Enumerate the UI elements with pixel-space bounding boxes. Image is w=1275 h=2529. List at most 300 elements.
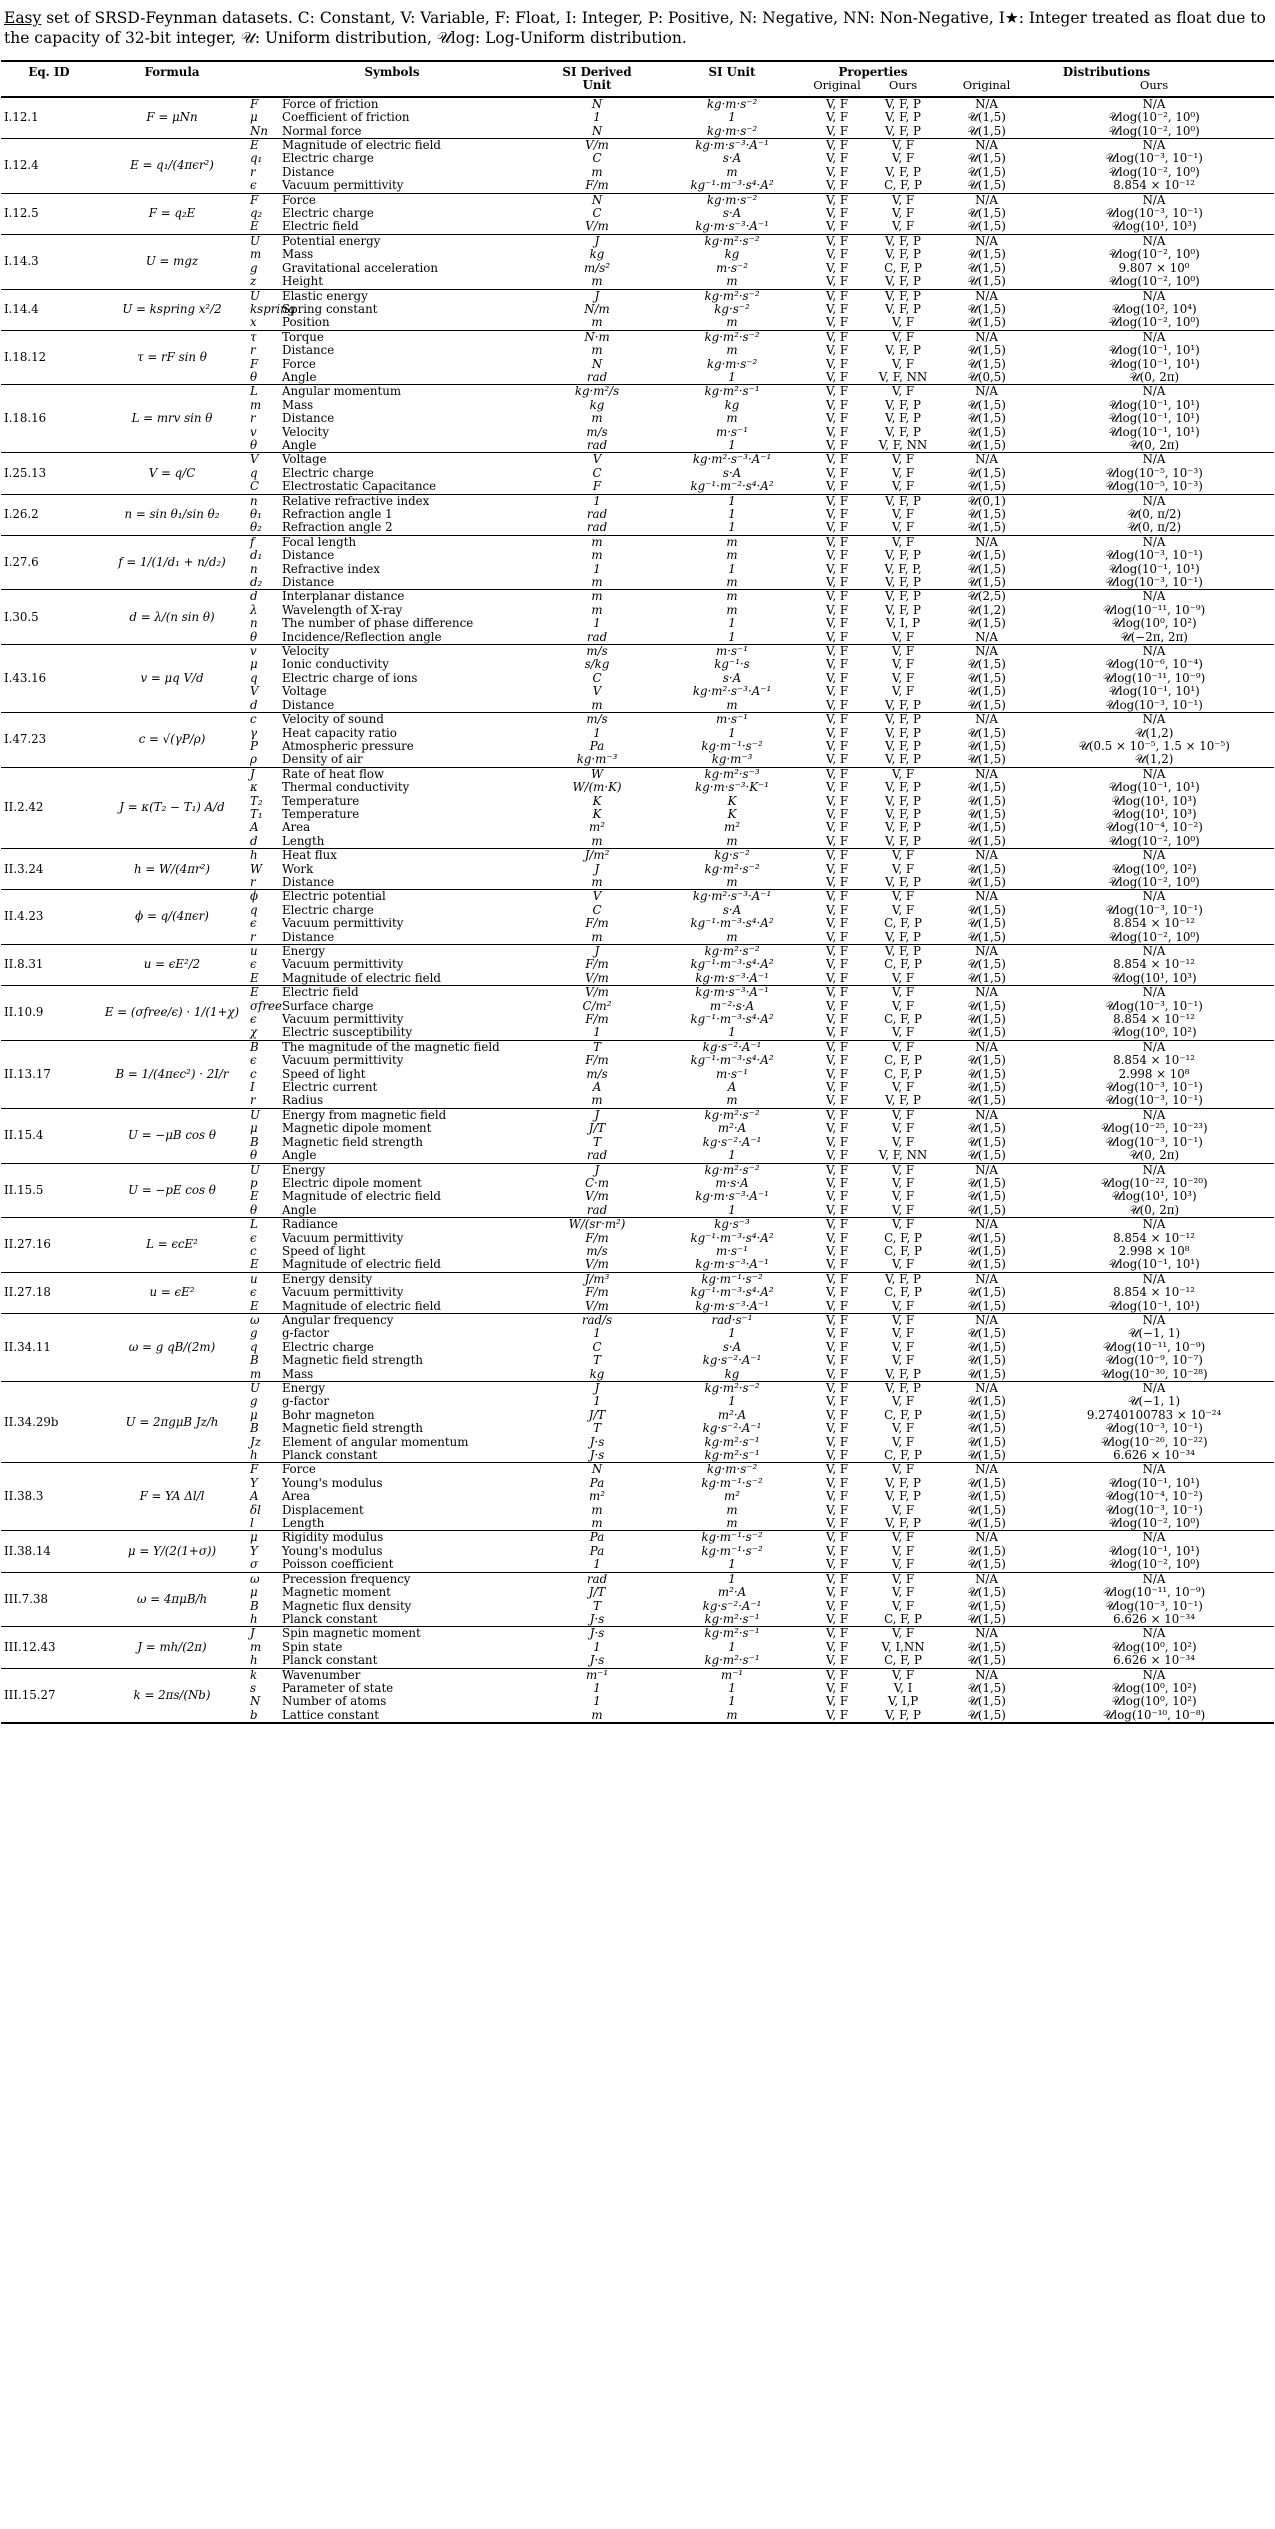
symbol: τ	[247, 330, 279, 344]
properties-original: V, F	[825, 1475, 849, 1490]
si-derived-unit: 1	[593, 1639, 601, 1654]
distribution-original: N/A	[939, 986, 1034, 1000]
distribution-ours: 2.998 × 10⁸	[1118, 1243, 1190, 1258]
si-derived-unit: F/m	[585, 1012, 609, 1027]
symbol: F	[247, 1463, 279, 1477]
properties-ours: V, F	[867, 1531, 939, 1545]
si-unit: m	[726, 164, 738, 179]
distribution-ours: 𝒰log(10⁻²⁶, 10⁻²²)	[1100, 1434, 1208, 1449]
distribution-ours: N/A	[1034, 385, 1274, 399]
si-unit: kg·m⁻¹·s⁻²	[701, 738, 763, 753]
eq-id: II.4.23	[1, 890, 97, 945]
properties-original: V, F	[825, 1175, 849, 1190]
si-derived-unit: kg	[589, 397, 605, 412]
si-derived-unit: m	[537, 535, 657, 549]
symbol-description: Distance	[282, 164, 335, 179]
symbol-description: Angle	[282, 369, 317, 384]
symbol-description: Magnitude of electric field	[279, 139, 537, 153]
properties-ours: V, F	[867, 1313, 939, 1327]
symbol-description: Distance	[282, 874, 335, 889]
distribution-original: 𝒰(1,5)	[967, 970, 1006, 985]
properties-ours: V, F	[891, 629, 915, 644]
symbol-description: Speed of light	[282, 1243, 366, 1258]
eq-id: I.26.2	[1, 494, 97, 535]
si-derived-unit: kg	[589, 1366, 605, 1381]
properties-original: V, F	[825, 1189, 849, 1204]
symbol: ϵ	[250, 1285, 257, 1300]
symbol: ω	[247, 1313, 279, 1327]
properties-original: V, F	[825, 151, 849, 166]
formula: μ = Y/(2(1+σ))	[97, 1531, 247, 1572]
symbol: n	[250, 561, 258, 576]
properties-original: V, F	[807, 1272, 867, 1286]
distribution-ours: 𝒰log(10⁻¹, 10¹)	[1108, 1257, 1200, 1272]
si-unit: m·s⁻²	[716, 260, 748, 275]
distribution-ours: 𝒰log(10⁻¹¹, 10⁻⁹)	[1102, 1339, 1206, 1354]
distribution-original: 𝒰(1,5)	[967, 902, 1006, 917]
table-row	[1, 713, 1274, 727]
symbol-description: Spin state	[282, 1639, 343, 1654]
properties-ours: V, F	[867, 645, 939, 659]
distribution-original: 𝒰(1,5)	[967, 1475, 1006, 1490]
si-derived-unit: T	[593, 1353, 601, 1368]
properties-ours: V, F, P	[885, 929, 921, 944]
symbol: g	[250, 260, 258, 275]
properties-ours: V, F, P	[885, 123, 921, 138]
properties-ours: V, F, P	[885, 793, 921, 808]
distribution-original: 𝒰(1,5)	[967, 1230, 1006, 1245]
symbol: c	[247, 713, 279, 727]
properties-ours: C, F, P	[884, 1285, 922, 1300]
symbol: r	[250, 1093, 256, 1108]
properties-ours: V, F	[891, 151, 915, 166]
symbol-description: g-factor	[282, 1394, 330, 1409]
symbol: z	[250, 274, 257, 289]
si-unit: m²·A	[717, 1585, 747, 1600]
symbol: E	[250, 1189, 259, 1204]
properties-ours: V, F, P	[867, 1382, 939, 1396]
distribution-ours: 𝒰(1,2)	[1134, 725, 1174, 740]
si-unit: kg·m²·s⁻³·A⁻¹	[657, 453, 807, 467]
distribution-ours: 𝒰log(10¹, 10³)	[1111, 806, 1197, 821]
si-derived-unit: T	[593, 1134, 601, 1149]
properties-ours: V, F	[891, 657, 915, 672]
symbol: m	[250, 1639, 262, 1654]
si-unit: kg⁻¹·m⁻³·s⁴·A²	[690, 916, 774, 931]
distribution-original: 𝒰(1,5)	[967, 957, 1006, 972]
symbol-description: Heat flux	[279, 849, 537, 863]
symbol-description: Bohr magneton	[282, 1407, 375, 1422]
distribution-ours: 𝒰log(10⁻³, 10⁻¹)	[1105, 548, 1203, 563]
si-derived-unit: kg·m²/s	[537, 385, 657, 399]
symbol: q₂	[250, 206, 263, 221]
properties-original: V, F	[825, 178, 849, 193]
properties-original: V, F	[825, 1448, 849, 1463]
si-unit: m·s⁻¹	[716, 1243, 748, 1258]
symbol-description: Energy from magnetic field	[279, 1108, 537, 1122]
properties-original: V, F	[825, 861, 849, 876]
properties-original: V, F	[807, 890, 867, 904]
properties-ours: V, F	[891, 670, 915, 685]
symbol-description: Work	[282, 861, 314, 876]
si-unit: m·s·A	[715, 1175, 749, 1190]
distribution-ours: N/A	[1034, 1218, 1274, 1232]
properties-ours: V, F, P	[867, 945, 939, 959]
si-derived-unit: m²	[589, 820, 605, 835]
symbol: U	[247, 289, 279, 303]
si-derived-unit: J·s	[537, 1627, 657, 1641]
symbol: r	[250, 874, 256, 889]
distribution-ours: 𝒰log(10⁻², 10⁰)	[1108, 833, 1200, 848]
distribution-original: N/A	[939, 1163, 1034, 1177]
distribution-ours: 9.807 × 10⁰	[1118, 260, 1190, 275]
properties-original: V, F	[825, 1639, 849, 1654]
properties-ours: V, F	[867, 385, 939, 399]
distribution-original: 𝒰(1,5)	[967, 738, 1006, 753]
si-unit: kg⁻¹·m⁻³·s⁴·A²	[690, 957, 774, 972]
distribution-ours: N/A	[1034, 986, 1274, 1000]
distribution-ours: 𝒰(0, 2π)	[1128, 1148, 1180, 1163]
distribution-ours: 𝒰log(10⁻², 10⁰)	[1108, 274, 1200, 289]
distribution-ours: 𝒰log(10⁻³, 10⁻¹)	[1105, 998, 1203, 1013]
properties-ours: C, F, P	[884, 1407, 922, 1422]
properties-ours: V, F, P	[885, 1475, 921, 1490]
si-unit: 1	[728, 1326, 736, 1341]
distribution-ours: 𝒰log(10⁻², 10⁰)	[1108, 123, 1200, 138]
si-derived-unit: F/m	[585, 178, 609, 193]
si-derived-unit: m	[591, 575, 603, 590]
distribution-original: 𝒰(1,5)	[967, 437, 1006, 452]
distribution-ours: N/A	[1034, 849, 1274, 863]
properties-ours: V, I,P	[887, 1694, 919, 1709]
symbol-description: Electric charge	[282, 151, 374, 166]
table-row	[1, 1272, 1274, 1286]
symbol: r	[250, 411, 256, 426]
properties-ours: V, F	[891, 315, 915, 330]
distribution-original: N/A	[939, 385, 1034, 399]
symbol-description: Poisson coefficient	[282, 1557, 394, 1572]
distribution-original: 𝒰(1,5)	[967, 411, 1006, 426]
symbol: V	[250, 684, 259, 699]
si-derived-unit: m	[591, 929, 603, 944]
si-unit: 1	[728, 110, 736, 125]
symbol-description: Young's modulus	[282, 1543, 383, 1558]
properties-ours: V, F	[867, 767, 939, 781]
distribution-original: 𝒰(1,5)	[967, 780, 1006, 795]
si-unit: kg⁻¹·m⁻³·s⁴·A²	[690, 1053, 774, 1068]
si-unit: 1	[728, 629, 736, 644]
distribution-original: 𝒰(1,5)	[967, 1025, 1006, 1040]
symbol-description: Rigidity modulus	[279, 1531, 537, 1545]
properties-ours: V, F	[867, 1040, 939, 1054]
si-unit: kg·m·s⁻²	[657, 1463, 807, 1477]
distribution-original: 𝒰(1,5)	[967, 343, 1006, 358]
properties-ours: V, F	[867, 1572, 939, 1586]
si-derived-unit: m	[591, 1093, 603, 1108]
symbol: ϕ	[247, 890, 279, 904]
distribution-original: 𝒰(1,5)	[967, 616, 1006, 631]
table-row	[1, 767, 1274, 781]
symbol-description: Radius	[282, 1093, 324, 1108]
distribution-original: 𝒰(1,5)	[967, 820, 1006, 835]
si-unit: kg·s⁻²	[657, 849, 807, 863]
properties-ours: V, I	[893, 1680, 913, 1695]
symbol: ϵ	[250, 178, 257, 193]
symbol-description: Temperature	[282, 793, 360, 808]
si-derived-unit: T	[593, 1598, 601, 1613]
distribution-original: 𝒰(1,5)	[967, 206, 1006, 221]
symbol-description: Electric dipole moment	[282, 1175, 422, 1190]
symbol-description: Electric field	[279, 986, 537, 1000]
properties-ours: C, F, P	[884, 1653, 922, 1668]
distribution-ours: N/A	[1034, 330, 1274, 344]
symbol: V	[247, 453, 279, 467]
symbol: h	[250, 1653, 258, 1668]
properties-original: V, F	[825, 629, 849, 644]
properties-original: V, F	[807, 1463, 867, 1477]
properties-original: V, F	[825, 1298, 849, 1313]
eq-id: II.15.4	[1, 1108, 97, 1163]
symbol: d	[247, 590, 279, 604]
distribution-original: N/A	[939, 849, 1034, 863]
si-unit: 1	[728, 1025, 736, 1040]
distribution-ours: 𝒰log(10¹, 10³)	[1111, 1189, 1197, 1204]
si-derived-unit: m	[591, 411, 603, 426]
properties-ours: V, F, P	[885, 110, 921, 125]
distribution-original: 𝒰(0,5)	[967, 369, 1006, 384]
distribution-ours: N/A	[1034, 1627, 1274, 1641]
properties-original: V, F	[825, 520, 849, 535]
si-unit: m	[726, 315, 738, 330]
distribution-original: 𝒰(1,5)	[967, 1066, 1006, 1081]
si-derived-unit: V	[537, 453, 657, 467]
symbol: r	[250, 164, 256, 179]
symbol: μ	[250, 1585, 258, 1600]
distribution-ours: N/A	[1034, 97, 1274, 111]
si-derived-unit: J/T	[588, 1407, 606, 1422]
table-row	[1, 97, 1274, 111]
si-unit: 1	[728, 369, 736, 384]
symbol-description: Torque	[279, 330, 537, 344]
symbol-description: Element of angular momentum	[282, 1434, 469, 1449]
symbol-description: Magnetic moment	[282, 1585, 391, 1600]
properties-ours: V, F	[891, 1421, 915, 1436]
properties-original: V, F	[825, 301, 849, 316]
symbol-description: Force of friction	[279, 97, 537, 111]
symbol: W	[250, 861, 263, 876]
distribution-original: N/A	[939, 234, 1034, 248]
si-unit: 1	[728, 1680, 736, 1695]
eq-id: III.12.43	[1, 1627, 97, 1668]
eq-id: I.25.13	[1, 453, 97, 494]
si-derived-unit: m/s	[537, 713, 657, 727]
properties-ours: V, F	[891, 1121, 915, 1136]
si-derived-unit: F/m	[585, 1285, 609, 1300]
si-unit: s·A	[722, 670, 742, 685]
distribution-ours: 𝒰log(10⁻³⁰, 10⁻²⁸)	[1100, 1366, 1208, 1381]
table-header	[1, 61, 1274, 97]
properties-original: V, F	[825, 479, 849, 494]
properties-original: V, F	[825, 1202, 849, 1217]
properties-original: V, F	[807, 289, 867, 303]
distribution-ours: 𝒰log(10⁻¹, 10¹)	[1108, 1543, 1200, 1558]
symbol: Nn	[250, 123, 268, 138]
si-derived-unit: C	[592, 902, 602, 917]
si-unit: m²	[724, 1489, 740, 1504]
symbol-description: Thermal conductivity	[282, 780, 410, 795]
distribution-original: 𝒰(1,5)	[967, 1326, 1006, 1341]
si-unit: kg·m²·s⁻¹	[704, 1448, 760, 1463]
properties-original: V, F	[825, 1543, 849, 1558]
si-unit: kg·m·s⁻²	[657, 97, 807, 111]
table-caption	[0, 8, 1275, 48]
si-derived-unit: rad	[586, 507, 608, 521]
si-unit: kg·s⁻³	[657, 1218, 807, 1232]
distribution-ours: 6.626 × 10⁻³⁴	[1113, 1611, 1195, 1626]
symbol: v	[247, 645, 279, 659]
distribution-ours: 𝒰(−1, 1)	[1127, 1326, 1181, 1341]
properties-ours: V, F, P	[867, 289, 939, 303]
distribution-ours: 𝒰log(10⁻¹, 10¹)	[1108, 343, 1200, 358]
symbol-description: Angular frequency	[279, 1313, 537, 1327]
symbol-description: Refractive index	[282, 561, 380, 576]
properties-original: V, F	[825, 916, 849, 931]
si-unit: kg⁻¹·m⁻³·s⁴·A²	[690, 1285, 774, 1300]
eq-id: II.34.11	[1, 1313, 97, 1381]
table-row	[1, 1531, 1274, 1545]
properties-original: V, F	[825, 110, 849, 125]
symbol-description: Refraction angle 1	[282, 507, 393, 521]
distribution-original: N/A	[939, 1463, 1034, 1477]
distribution-ours: 𝒰log(10⁻³, 10⁻¹)	[1105, 697, 1203, 712]
si-unit: 1	[728, 1639, 736, 1654]
distribution-original: 𝒰(1,5)	[967, 1598, 1006, 1613]
distribution-ours: N/A	[1034, 453, 1274, 467]
properties-original: V, F	[825, 833, 849, 848]
si-derived-unit: 1	[593, 561, 601, 576]
si-derived-unit: m/s	[586, 1066, 608, 1081]
eq-id: II.27.16	[1, 1218, 97, 1273]
formula: F = YA Δl/l	[97, 1463, 247, 1531]
distribution-ours: N/A	[1034, 767, 1274, 781]
symbol-description: Magnetic dipole moment	[282, 1121, 432, 1136]
symbol: m	[250, 1366, 262, 1381]
si-derived-unit: rad	[586, 520, 608, 535]
header-distributions-ours: Ours	[1139, 78, 1169, 93]
table-row	[1, 1463, 1274, 1477]
properties-original: V, F	[825, 219, 849, 234]
properties-original: V, F	[825, 929, 849, 944]
distribution-ours: 𝒰log(10⁻², 10⁰)	[1108, 110, 1200, 125]
distribution-original: 𝒰(1,5)	[967, 670, 1006, 685]
properties-original: V, F	[825, 1257, 849, 1272]
properties-original: V, F	[825, 1230, 849, 1245]
symbol: d₁	[250, 548, 263, 563]
properties-original: V, F	[807, 645, 867, 659]
eq-id: II.2.42	[1, 767, 97, 848]
distribution-original: 𝒰(1,5)	[967, 697, 1006, 712]
symbol-description: Magnetic flux density	[282, 1598, 412, 1613]
distribution-ours: 𝒰(−2π, 2π)	[1120, 629, 1188, 644]
symbol: q	[250, 1339, 258, 1354]
distribution-original: 𝒰(1,5)	[967, 274, 1006, 289]
table-row	[1, 1572, 1274, 1586]
properties-ours: V, F	[867, 1463, 939, 1477]
si-unit: kg·s⁻²·A⁻¹	[702, 1353, 762, 1368]
distribution-original: N/A	[939, 1531, 1034, 1545]
si-unit: kg	[724, 247, 740, 262]
properties-original: V, F	[825, 1585, 849, 1600]
si-unit: 1	[728, 437, 736, 452]
distribution-original: 𝒰(1,5)	[967, 833, 1006, 848]
symbol: μ	[250, 110, 258, 125]
properties-ours: V, F	[891, 1543, 915, 1558]
symbol-description: Normal force	[282, 123, 362, 138]
symbol: f	[247, 535, 279, 549]
si-derived-unit: V/m	[585, 970, 609, 985]
distribution-original: 𝒰(1,5)	[967, 1243, 1006, 1258]
si-unit: s·A	[722, 206, 742, 221]
distribution-ours: 8.854 × 10⁻¹²	[1113, 1230, 1195, 1245]
si-derived-unit: C/m²	[582, 998, 612, 1013]
distribution-ours: 𝒰(0, 2π)	[1128, 437, 1180, 452]
si-derived-unit: J	[537, 234, 657, 248]
si-unit: m⁻²·s·A	[709, 998, 755, 1013]
properties-original: V, F	[807, 193, 867, 207]
properties-original: V, F	[825, 670, 849, 685]
properties-original: V, F	[807, 453, 867, 467]
si-derived-unit: s/kg	[584, 657, 610, 672]
si-derived-unit: C·m	[585, 1175, 609, 1190]
si-derived-unit: m	[591, 548, 603, 563]
si-unit: kg·m·s⁻²	[706, 123, 758, 138]
symbol-description: Energy	[279, 1163, 537, 1177]
distribution-original: N/A	[939, 645, 1034, 659]
si-unit: 1	[728, 561, 736, 576]
formula: τ = rF sin θ	[97, 330, 247, 385]
symbol-description: Ionic conductivity	[282, 657, 389, 672]
distribution-original: 𝒰(1,5)	[967, 1202, 1006, 1217]
symbol: F	[247, 97, 279, 111]
distribution-original: 𝒰(1,5)	[967, 1407, 1006, 1422]
properties-ours: V, F, NN	[878, 369, 928, 384]
si-unit: kg·m²·s⁻³·A⁻¹	[657, 890, 807, 904]
formula: J = mh/(2π)	[97, 1627, 247, 1668]
symbol: B	[250, 1421, 259, 1436]
properties-original: V, F	[825, 1285, 849, 1300]
symbol-description: Wavenumber	[279, 1668, 537, 1682]
distribution-original: 𝒰(1,5)	[967, 507, 1006, 521]
properties-original: V, F	[825, 356, 849, 371]
formula: d = λ/(n sin θ)	[97, 590, 247, 645]
symbol: ϵ	[250, 957, 257, 972]
properties-ours: V, F, P	[867, 494, 939, 508]
distribution-original: 𝒰(1,5)	[967, 1502, 1006, 1517]
si-unit: kg·m·s⁻²	[706, 356, 758, 371]
formula: L = ϵcE²	[97, 1218, 247, 1273]
distribution-ours: 𝒰log(10⁻¹, 10¹)	[1108, 397, 1200, 412]
si-unit: kg·m⁻¹·s⁻²	[657, 1531, 807, 1545]
distribution-original: 𝒰(1,5)	[967, 1366, 1006, 1381]
symbol-description: Length	[282, 833, 325, 848]
properties-original: V, F	[825, 738, 849, 753]
symbol: p	[250, 1175, 258, 1190]
distribution-ours: N/A	[1034, 1572, 1274, 1586]
symbol: J	[247, 1627, 279, 1641]
properties-ours: V, F, P	[885, 1366, 921, 1381]
distribution-original: 𝒰(1,5)	[967, 752, 1006, 767]
si-derived-unit: V/m	[537, 139, 657, 153]
